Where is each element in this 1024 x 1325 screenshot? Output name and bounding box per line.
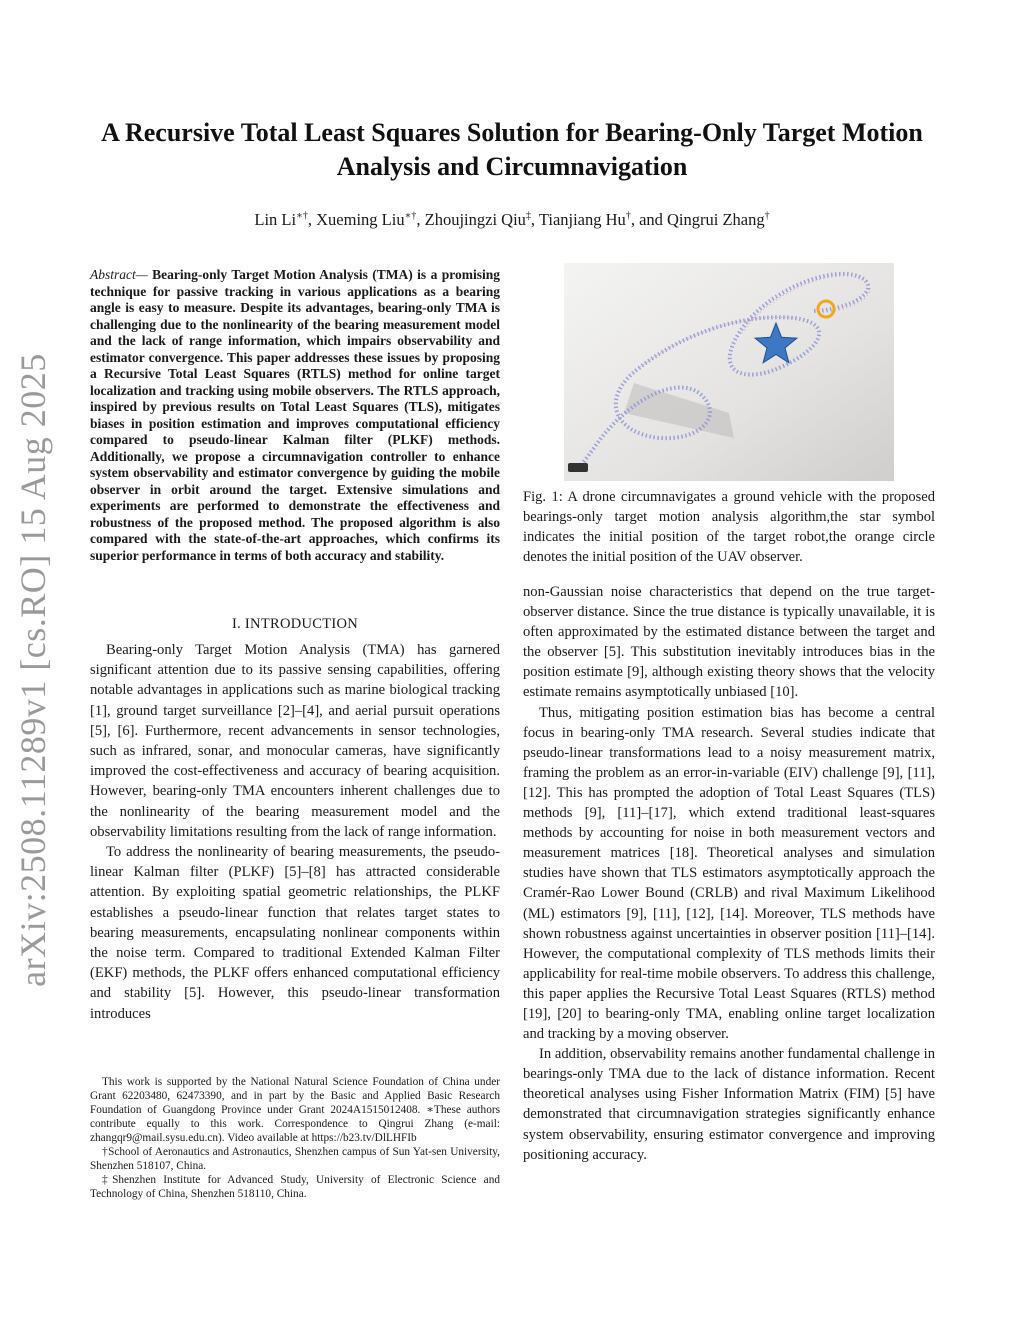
author: Tianjiang Hu† bbox=[538, 210, 631, 229]
author-list: Lin Li∗†, Xueming Liu∗†, Zhoujingzi Qiu‡, Tianjiang Hu†, and Qingrui Zhang† bbox=[254, 210, 770, 229]
author: Qingrui Zhang† bbox=[667, 210, 770, 229]
abstract: Abstract— Bearing-only Target Motion Analysis (TMA) is a promising technique for passive tracking in various applications as a bearing angle is easy to measure. Despite its advantages, bearing-only TMA is challenging due to the nonlinearity of the bearing measurement model and the lack of range information, which impairs observability and estimator convergence. This paper addresses these issues by proposing a Recursive Total Least Squares (RTLS) method for online target localization and tracking using mobile observers. The RTLS approach, inspired by previous results on Total Least Squares (TLS), mitigates biases in position estimation and improves computational efficiency compared to pseudo-linear Kalman filter (PLKF) methods. Additionally, we propose a circumnavigation controller to enhance system observability and estimator convergence by guiding the mobile observer in orbit around the target. Extensive simulations and experiments are performed to demonstrate the effectiveness and robustness of the proposed method. The proposed algorithm is also compared with the state-of-the-art approaches, which confirms its superior performance in terms of both accuracy and stability. bbox=[90, 267, 501, 563]
abstract-label: Abstract bbox=[90, 267, 136, 282]
arxiv-margin bbox=[8, 353, 58, 987]
paragraph: non-Gaussian noise characteristics that depend on the true target-observer distance. Since the true distance is typically unavailable, it is often approximated by the estimated distance between the target and the observer [5]. This substitution inevitably introduces bias in the position estimate [9], although existing theory shows that the velocity estimate remains asymptotically unbiased [10]. bbox=[523, 584, 935, 701]
footnote: †School of Aeronautics and Astronautics, Shenzhen campus of Sun Yat-sen University, Shenzhen 518107, China. bbox=[90, 1146, 500, 1172]
arxiv-identifier: arXiv:2508.11289v1 [cs.RO] 15 Aug 2025 bbox=[13, 353, 53, 987]
paragraph: Thus, mitigating position estimation bias has become a central focus in bearing-only TMA research. Several studies indicate that pseudo-linear transformations lead to a noisy measurement matrix, framing the problem as an error-in-variable (EIV) challenge [9], [11], [12]. This has prompted the adoption of Total Least Squares (TLS) methods [9], [11]–[17], which extend traditional least-squares methods by accounting for noise in both measurement vectors and measurement matrices [18]. Theoretical analyses and simulation studies have shown that TLS estimators asymptotically approach the Cramér-Rao Lower Bound (CRLB) and rival Maximum Likelihood (ML) estimators [9], [11], [12], [14]. Moreover, TLS methods have shown robustness against uncertainties in observer position [11]–[14]. However, the computational complexity of TLS methods limits their applicability for real-time mobile observers. To address this challenge, this paper applies the Recursive Total Least Squares (RTLS) method [19], [20] to bearing-only TMA, enabling online target localization and tracking by a moving observer. bbox=[523, 704, 935, 1043]
author: Lin Li∗† bbox=[254, 210, 308, 229]
footnotes bbox=[90, 1075, 500, 1201]
paper-title: A Recursive Total Least Squares Solution for Bearing-Only Target Motion Analysis and Circumnavigation bbox=[101, 118, 923, 181]
paragraph: In addition, observability remains another fundamental challenge in bearings-only TMA due to the lack of distance information. Recent theoretical analyses using Fisher Information Matrix (FIM) [5] have demonstrated that circumnavigation strategies significantly enhance system observability, ensuring estimator convergence and improving positioning accuracy. bbox=[523, 1046, 935, 1163]
author: Xueming Liu∗† bbox=[316, 210, 417, 229]
footnote: ‡Shenzhen Institute for Advanced Study, University of Electronic Science and Technology of China, Shenzhen 518110, China. bbox=[90, 1174, 500, 1200]
paragraph: Bearing-only Target Motion Analysis (TMA) has garnered significant attention due to its passive sensing capabilities, offering notable advantages in applications such as marine biological tracking [1], ground target surveillance [2]–[4], and aerial pursuit operations [5], [6]. Furthermore, recent advancements in sensor technologies, such as infrared, sonar, and monocular cameras, have significantly improved the cost-effectiveness and accuracy of bearing acquisition. However, bearing-only TMA encounters inherent challenges due to the nonlinearity of the bearing measurement model and the observability limitations resulting from the lack of range information. bbox=[90, 642, 500, 840]
intro-left-column bbox=[90, 640, 500, 1024]
paragraph: To address the nonlinearity of bearing measurements, the pseudo-linear Kalman filter (PLKF) [5]–[8] has attracted considerable attention. By exploiting spatial geometric relationships, the PLKF establishes a pseudo-linear function that relates target states to bearing measurements, encapsulating nonlinear components within the noise term. Compared to traditional Extended Kalman Filter (EKF) methods, the PLKF offers enhanced computational efficiency and stability [5]. However, this pseudo-linear transformation introduces bbox=[90, 844, 500, 1022]
author: Zhoujingzi Qiu‡ bbox=[424, 210, 531, 229]
section-heading: I. INTRODUCTION bbox=[231, 616, 359, 632]
abstract-text: Bearing-only Target Motion Analysis (TMA) is a promising technique for passive tracking in various applications as a bearing angle is easy to measure. Despite its advantages, bearing-only TMA is challenging due to the nonlinearity of the bearing measurement model and the lack of range information, which impairs observability and estimator convergence. This paper addresses these issues by proposing a Recursive Total Least Squares (RTLS) method for online target localization and tracking using mobile observers. The RTLS approach, inspired by previous results on Total Least Squares (TLS), mitigates biases in position estimation and improves computational efficiency compared to pseudo-linear Kalman filter (PLKF) methods. Additionally, we propose a circumnavigation controller to enhance system observability and estimator convergence by guiding the mobile observer in orbit around the target. Extensive simulations and experiments are performed to demonstrate the effectiveness and robustness of the proposed method. The proposed algorithm is also compared with the state-of-the-art approaches, which confirms its superior performance in terms of both accuracy and stability. bbox=[90, 267, 501, 563]
intro-right-column bbox=[523, 582, 935, 1165]
figure-photo bbox=[564, 263, 894, 481]
figure-caption: Fig. 1: A drone circumnavigates a ground vehicle with the proposed bearings-only target motion analysis algorithm,the star symbol indicates the initial position of the target robot,the orange circle denotes the initial position of the UAV observer. bbox=[523, 489, 935, 565]
footnote: This work is supported by the National Natural Science Foundation of China under Grant 62203480, 62473390, and in part by the Basic and Applied Basic Research Foundation of Guangdong Province under Grant 2024A1515012408. ∗These authors contribute equally to this work. Correspondence to Qingrui Zhang (e-mail: zhangqr9@mail.sysu.edu.cn). Video available at https://b23.tv/DlLHFIb bbox=[90, 1076, 500, 1144]
figure-illustration bbox=[564, 263, 894, 481]
ground-vehicle bbox=[568, 463, 588, 472]
